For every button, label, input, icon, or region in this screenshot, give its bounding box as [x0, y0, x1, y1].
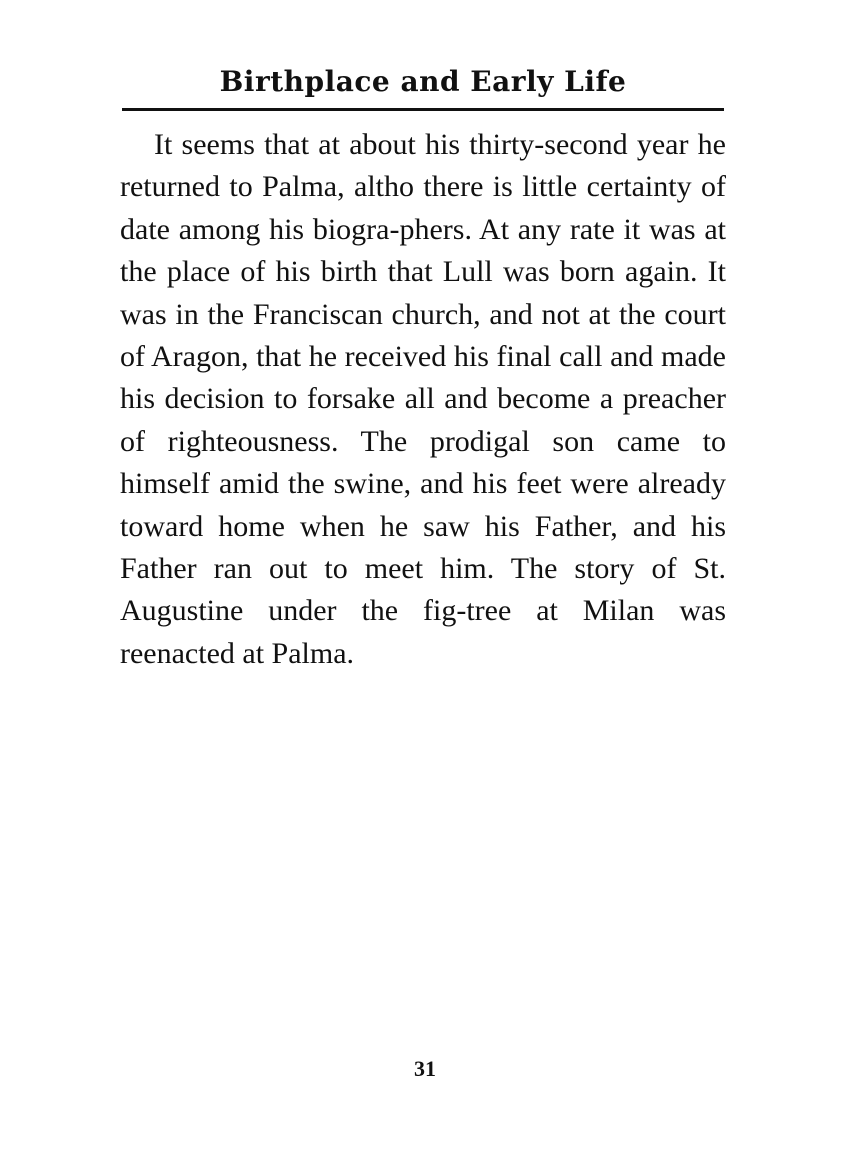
- page-number: 31: [414, 1056, 436, 1081]
- body-paragraph: It seems that at about his thirty-second year he returned to Palma, altho there is little certainty of date among his biogra-phers. At any rate it was at the place of his birth that Lull was born again. It was in the Franciscan church, and not at the court of Aragon, that he received his final call and made his decision to forsake all and become a preacher of righteousness. The prodigal son came to himself amid the swine, and his feet were already toward home when he saw his Father, and his Father ran out to meet him. The story of St. Augustine under the fig-tree at Milan was reenacted at Palma.: [120, 128, 726, 670]
- header-rule: [122, 108, 724, 111]
- running-head: Birthplace and Early Life: [219, 65, 627, 98]
